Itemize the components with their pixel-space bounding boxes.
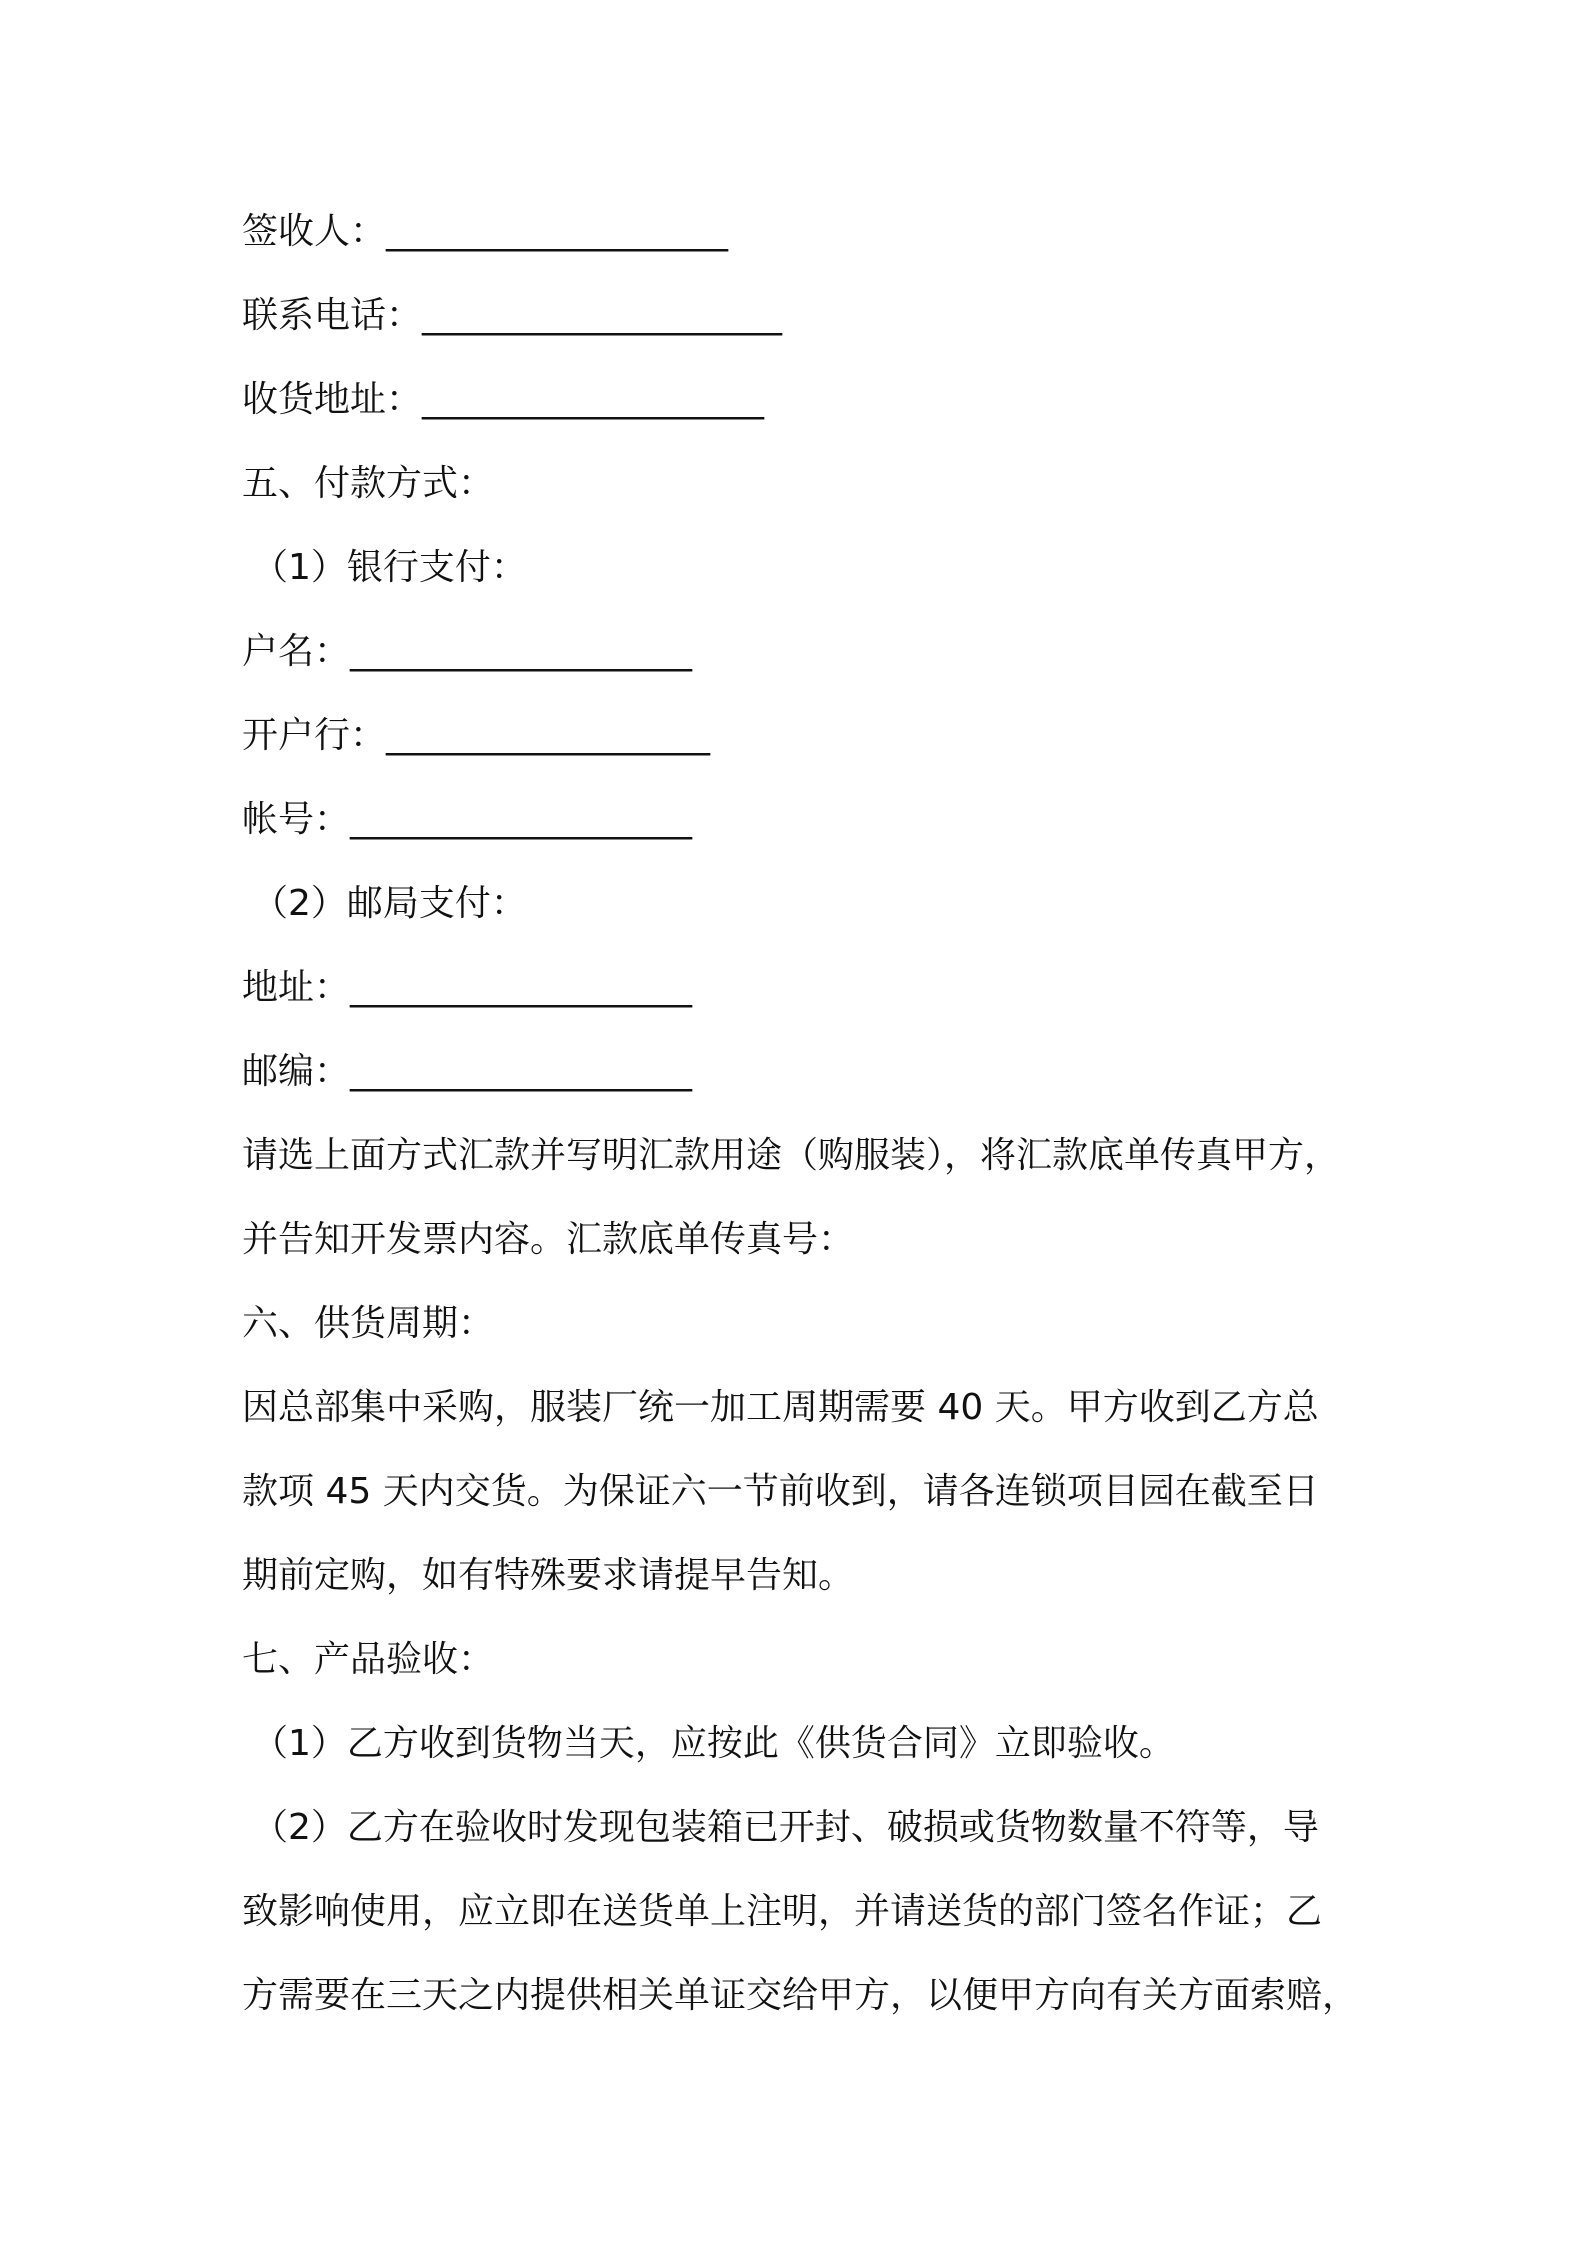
document-body	[242, 190, 1372, 2038]
section-heading-payment: 五、付款方式：	[242, 463, 495, 504]
paragraph-line: 并告知开发票内容。汇款底单传真号：	[242, 1219, 855, 1260]
field-postcode: 邮编：___________________	[242, 1051, 693, 1092]
section-heading-acceptance: 七、产品验收：	[242, 1639, 495, 1680]
field-signee: 签收人：___________________	[242, 211, 729, 252]
field-delivery-address: 收货地址：___________________	[242, 379, 765, 420]
paragraph-line: 请选上面方式汇款并写明汇款用途（购服装），将汇款底单传真甲方，	[242, 1135, 1341, 1176]
section-heading-supply-cycle: 六、供货周期：	[242, 1303, 495, 1344]
paragraph-line: 方需要在三天之内提供相关单证交给甲方，以便甲方向有关方面索赔，	[242, 1975, 1359, 2016]
paragraph-line: 致影响使用，应立即在送货单上注明，并请送货的部门签名作证；乙	[242, 1891, 1323, 1932]
paragraph-line: 因总部集中采购，服装厂统一加工周期需要 40 天。甲方收到乙方总	[242, 1387, 1319, 1428]
field-bank: 开户行：__________________	[242, 715, 711, 756]
field-address: 地址：___________________	[242, 967, 693, 1008]
field-account-name: 户名：___________________	[242, 631, 693, 672]
field-phone: 联系电话：____________________	[242, 295, 783, 336]
paragraph-line: 期前定购，如有特殊要求请提早告知。	[242, 1555, 855, 1596]
field-account-number: 帐号：___________________	[242, 799, 693, 840]
paragraph-line: 款项 45 天内交货。为保证六一节前收到，请各连锁项目园在截至日	[242, 1471, 1319, 1512]
subheading-bank-payment: （1）银行支付：	[252, 547, 527, 588]
paragraph-line: （1）乙方收到货物当天，应按此《供货合同》立即验收。	[252, 1723, 1175, 1764]
paragraph-line: （2）乙方在验收时发现包装箱已开封、破损或货物数量不符等，导	[252, 1807, 1319, 1848]
subheading-post-payment: （2）邮局支付：	[252, 883, 527, 924]
